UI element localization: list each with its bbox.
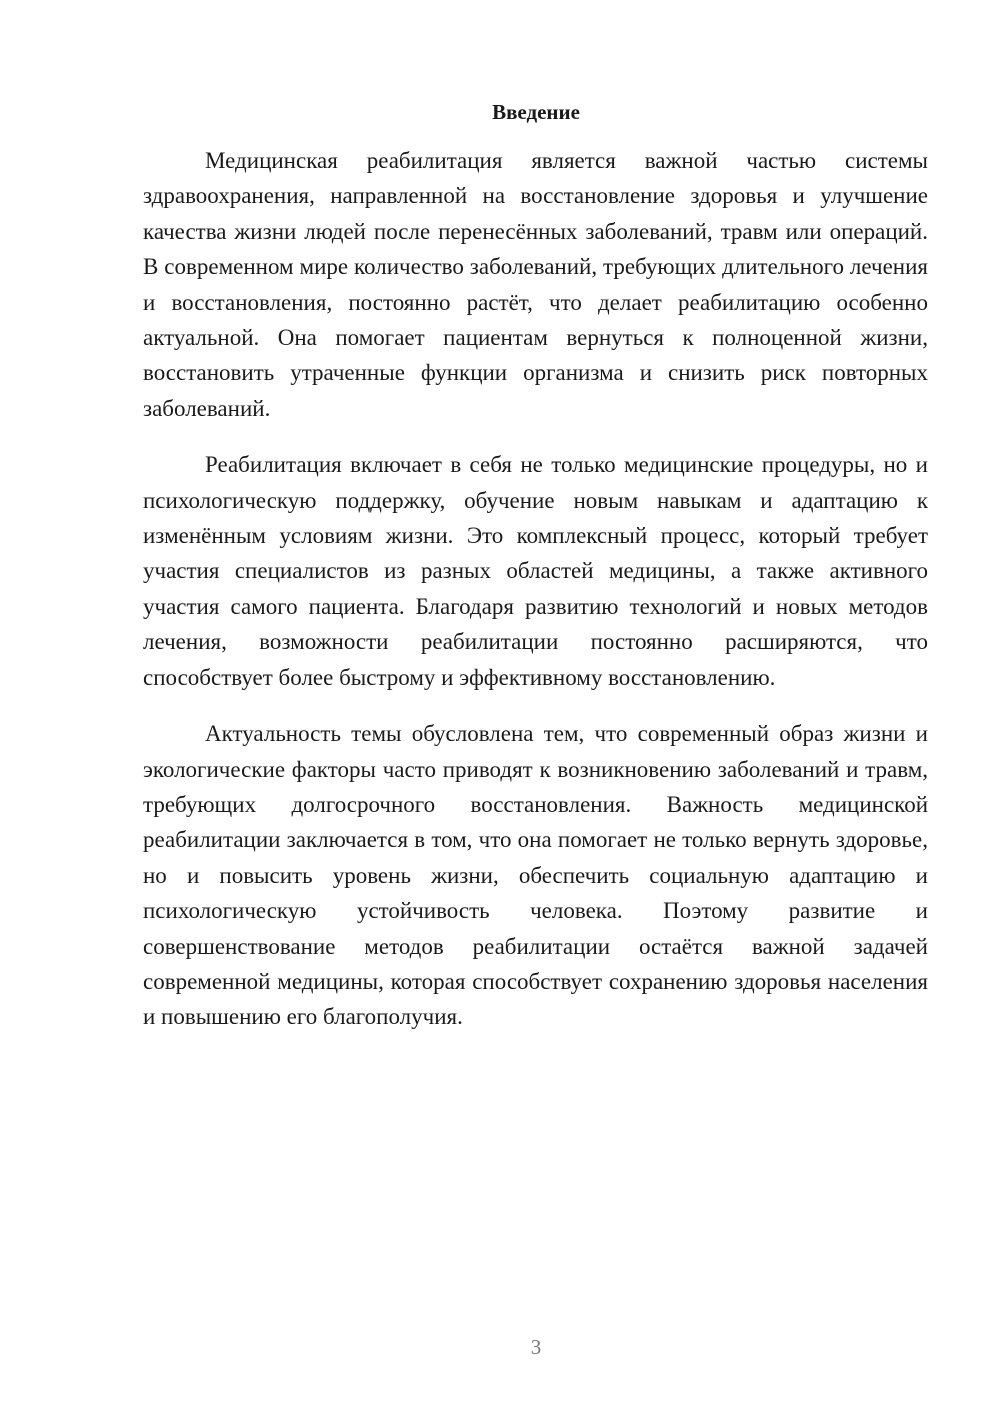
paragraph-2: Реабилитация включает в себя не только медицинские процедуры, но и психологическую поддержку, обучение новым навыкам и адаптацию к изменённым условиям жизни. Это комплексный процесс, который требует участия специалистов из разных областей медицины, а также активного участия самого пациента. Благодаря развитию технологий и новых методов лечения, возможности реабилитации постоянно расширяются, что способствует более быстрому и эффективному восстановлению. xyxy=(143,452,928,690)
body-text xyxy=(143,143,928,1035)
paragraph-3: Актуальность темы обусловлена тем, что современный образ жизни и экологические факторы часто приводят к возникновению заболеваний и травм, требующих долгосрочного восстановления. Важность медицинской реабилитации заключается в том, что она помогает не только вернуть здоровье, но и повысить уровень жизни, обеспечить социальную адаптацию и психологическую устойчивость человека. Поэтому развитие и совершенствование методов реабилитации остаётся важной задачей современной медицины, которая способствует сохранению здоровья населения и повышению его благополучия. xyxy=(143,721,928,1030)
page-number: 3 xyxy=(530,1335,542,1359)
paragraph-1: Медицинская реабилитация является важной частью системы здравоохранения, направленной на восстановление здоровья и улучшение качества жизни людей после перенесённых заболеваний, травм или операций. В современном мире количество заболеваний, требующих длительного лечения и восстановления, постоянно растёт, что делает реабилитацию особенно актуальной. Она помогает пациентам вернуться к полноценной жизни, восстановить утраченные функции организма и снизить риск повторных заболеваний. xyxy=(143,148,928,421)
section-title: Введение xyxy=(492,100,580,124)
